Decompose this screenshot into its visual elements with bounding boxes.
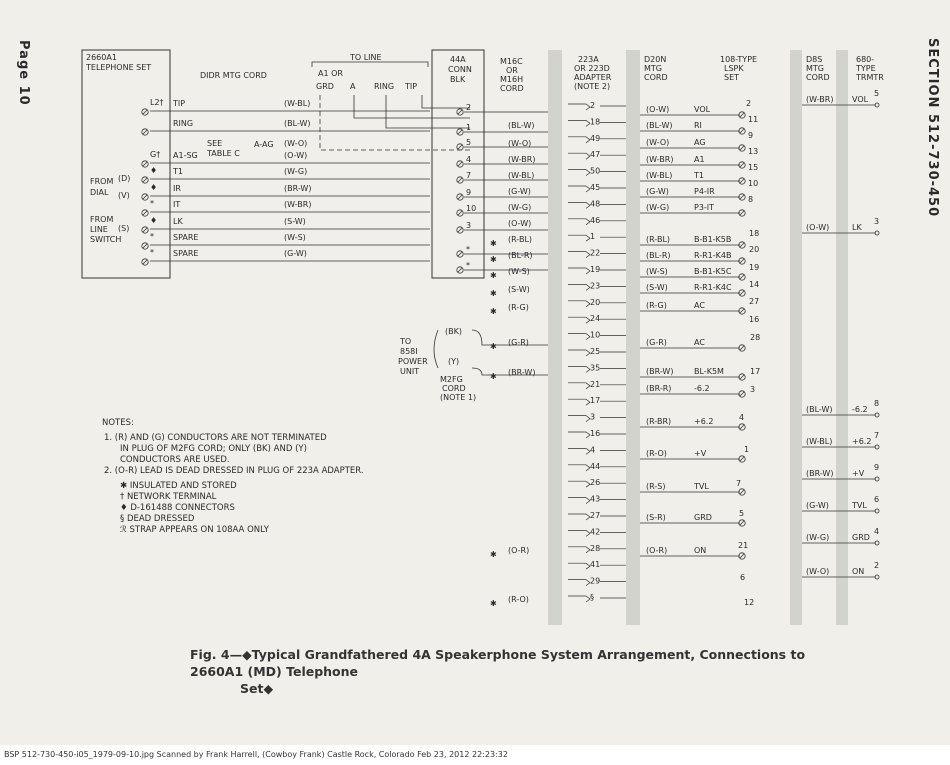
legend-strap: ℛ STRAP APPEARS ON 108AA ONLY	[120, 525, 269, 535]
d20n-color-code: (G-R)	[646, 338, 667, 347]
adapter-header-2: OR 223D	[574, 64, 610, 73]
speaker-set-terminal-number: 18	[749, 229, 760, 238]
set-terminal-name: TIP	[173, 99, 186, 108]
speaker-set-terminal-name: GRD	[694, 513, 712, 522]
adapter-pin-number: 16	[590, 429, 601, 438]
page-number-label: Page 10	[16, 40, 31, 106]
adapter-pin-number: 45	[590, 183, 601, 192]
speaker-set-terminal-number: 14	[749, 280, 760, 289]
speaker-set-terminal-name: +V	[694, 449, 707, 458]
connector-pin-number: 5	[466, 138, 472, 147]
speaker-set-terminal-number: 3	[750, 385, 756, 394]
power-unit-model: 858I	[400, 347, 418, 356]
m16c-header-4: CORD	[500, 84, 524, 93]
set-terminal-mark: *	[150, 199, 154, 208]
set-terminal-name: RING	[173, 119, 194, 128]
speaker-set-terminal-name: A1	[694, 155, 705, 164]
v-label: (V)	[118, 191, 130, 200]
a1or-header: A1 OR	[318, 69, 343, 78]
d20n-header-2: MTG	[644, 64, 662, 73]
stored-mark: ✱	[490, 307, 497, 316]
adapter-pin-number: 17	[590, 396, 601, 406]
power-to-label: TO	[400, 337, 412, 346]
dirmtg-color-code: (W-BR)	[284, 200, 312, 209]
adapter-pin-number: 50	[590, 166, 601, 176]
connector-pin-number: 10	[466, 204, 477, 213]
section-number-label: SECTION 512-730-450	[925, 38, 940, 218]
power-cord-label-1: M2FG	[440, 375, 463, 384]
speaker-set-terminal-name: BL-K5M	[694, 367, 724, 376]
dirmtg-color-code: (W-O)	[284, 139, 308, 148]
connector-pin-number: *	[466, 245, 470, 254]
connector-pin-number: 1	[466, 123, 472, 132]
m16c-header-1: M16C	[500, 57, 523, 66]
set-terminal-mark: ♦	[150, 216, 158, 225]
legend-connectors: ♦ D-161488 CONNECTORS	[120, 503, 235, 513]
m16c-color-code: (R-BL)	[508, 235, 533, 244]
d8s-cable-band-left	[790, 50, 802, 625]
speaker-set-terminal-number: 6	[740, 573, 746, 582]
d8s-color-code: (W-G)	[806, 533, 830, 542]
adapter-pin-number: 19	[590, 265, 601, 274]
speaker-set-terminal-number: 8	[748, 195, 754, 204]
m16c-color-code: (G-W)	[508, 187, 531, 196]
trmtr-header-2: TYPE	[856, 64, 876, 73]
d20n-color-code: (W-BR)	[646, 155, 674, 164]
speaker-set-terminal-number: 4	[739, 413, 745, 422]
speaker-set-terminal-name: -6.2	[694, 384, 710, 393]
d20n-header-1: D20N	[644, 55, 667, 64]
speaker-set-terminal-number: 21	[738, 541, 749, 550]
speaker-set-rows	[640, 99, 760, 607]
lspk-header-3: SET	[724, 73, 740, 82]
adapter-header-4: (NOTE 2)	[574, 82, 611, 91]
speaker-set-terminal-name: R-R1-K4B	[694, 251, 732, 260]
speaker-set-terminal-number: 7	[736, 479, 742, 488]
legend-dead-dressed: § DEAD DRESSED	[120, 514, 195, 524]
transmitter-terminal-name: VOL	[852, 95, 869, 104]
d20n-cable-band	[626, 50, 640, 625]
speaker-set-terminal-number: 9	[748, 131, 754, 140]
tip-header: TIP	[405, 82, 418, 91]
speaker-set-terminal-name: AC	[694, 301, 705, 310]
connector-pin-number: *	[466, 261, 470, 270]
power-unit-label: UNIT	[400, 367, 420, 376]
stored-mark: ✱	[490, 255, 497, 264]
m16c-color-code: (W-G)	[508, 203, 532, 212]
set-terminal-mark: *	[150, 232, 154, 241]
adapter-pin-number: 20	[590, 297, 601, 307]
set-terminal-mark: ♦	[150, 166, 158, 175]
m16c-color-code: (W-O)	[508, 139, 532, 148]
m16c-color-code: (W-BL)	[508, 171, 535, 180]
connector-pin-number: 9	[466, 188, 472, 197]
stored-mark: ✱	[490, 372, 497, 381]
m16c-header-2: OR	[506, 66, 518, 75]
speaker-set-terminal-number: 13	[748, 147, 759, 156]
adapter-pin-number: 43	[590, 494, 601, 504]
speaker-set-terminal-number: 20	[749, 245, 760, 254]
note-1-line-1: 1. (R) AND (G) CONDUCTORS ARE NOT TERMINATED	[104, 433, 327, 443]
set-terminal-name: T1	[173, 167, 183, 176]
speaker-set-terminal-number: 16	[749, 315, 760, 324]
transmitter-terminal-number: 3	[874, 217, 880, 226]
set-terminal-name: IR	[173, 184, 181, 193]
adapter-pin-number: 2	[590, 101, 596, 110]
m16c-header-3: M16H	[500, 75, 524, 84]
a-header: A	[350, 82, 356, 91]
caption-line-2: Set◆	[240, 681, 274, 696]
d20n-color-code: (W-BL)	[646, 171, 673, 180]
adapter-pin-number: 42	[590, 527, 601, 537]
transmitter-terminal-number: 4	[874, 527, 880, 536]
adapter-pin-number: 49	[590, 133, 601, 143]
adapter-pin-number: 35	[590, 363, 601, 373]
adapter-cable-band	[548, 50, 562, 625]
column-headers	[85, 53, 884, 93]
adapter-pin-number: 22	[590, 248, 601, 258]
conn-header-1: 44A	[450, 55, 466, 64]
d8s-header-3: CORD	[806, 73, 830, 82]
a-ag-label: A-AG	[254, 140, 274, 149]
trmtr-header-1: 680-	[856, 55, 875, 64]
d20n-color-code: (G-W)	[646, 187, 669, 196]
figure-caption	[190, 646, 810, 697]
set-terminal-name: SPARE	[173, 233, 199, 242]
power-bk-label: (BK)	[445, 327, 462, 336]
to-line-header: TO LINE	[350, 53, 382, 62]
m16c-color-code: (O-W)	[508, 219, 532, 228]
speaker-set-terminal-name: T1	[694, 171, 704, 180]
stored-mark: ✱	[490, 271, 497, 280]
adapter-pin-number: 3	[590, 412, 596, 422]
m16c-color-code: (W-BR)	[508, 155, 536, 164]
transmitter-terminal-name: +6.2	[852, 437, 872, 446]
power-y-label: (Y)	[448, 357, 460, 366]
scan-footer: BSP 512-730-450-i05_1979-09-10.jpg Scanned by Frank Harrell, (Cowboy Frank) Castle Rock, Colorado Feb 23, 2012 22:23:32	[0, 745, 950, 765]
notes-title: NOTES:	[102, 418, 134, 428]
notes-block	[102, 418, 364, 535]
m16c-color-code: (W-S)	[508, 267, 530, 276]
speaker-set-terminal-name: VOL	[694, 105, 711, 114]
conn-header-3: BLK	[450, 75, 466, 84]
stored-mark: ✱	[490, 550, 497, 559]
transmitter-terminal-name: LK	[852, 223, 862, 232]
stored-mark: ✱	[490, 342, 497, 351]
set-terminal-mark: L2†	[150, 98, 164, 107]
transmitter-terminal-name: -6.2	[852, 405, 868, 414]
m16c-color-code: (S-W)	[508, 285, 530, 294]
adapter-pin-number: 4	[590, 445, 596, 455]
dirmtg-header: DIDR MTG CORD	[200, 71, 267, 80]
set-terminal-name: IT	[173, 200, 181, 209]
d20n-color-code: (S-R)	[646, 513, 666, 522]
set-terminal-mark: *	[150, 248, 154, 257]
speaker-set-terminal-name: AC	[694, 338, 705, 347]
d20n-color-code: (S-W)	[646, 283, 668, 292]
transmitter-terminal-number: 6	[874, 495, 880, 504]
transmitter-terminal-name: GRD	[852, 533, 870, 542]
speaker-set-terminal-number: 1	[744, 445, 750, 454]
adapter-pin-number: §	[590, 593, 594, 602]
power-cord-label-3: (NOTE 1)	[440, 393, 477, 402]
d20n-color-code: (O-W)	[646, 105, 670, 114]
connector-pin-number: 2	[466, 103, 472, 112]
caption-line-1: Fig. 4—◆Typical Grandfathered 4A Speakerphone System Arrangement, Connections to 2660A1 (MD) Telephone	[190, 647, 806, 679]
ring-header: RING	[374, 82, 395, 91]
connector-pin-number: 3	[466, 221, 472, 230]
connector-pin-number: 7	[466, 171, 472, 180]
transmitter-terminal-name: ON	[852, 567, 865, 576]
s-label: (S)	[118, 224, 130, 233]
speaker-set-terminal-name: TVL	[694, 482, 709, 491]
stored-mark: ✱	[490, 599, 497, 608]
table-c-label: TABLE C	[207, 149, 240, 158]
dirmtg-color-code: (G-W)	[284, 249, 307, 258]
dial-label: DIAL	[90, 188, 109, 197]
set-terminal-name: A1-SG	[173, 151, 198, 160]
set-terminal-rows	[142, 98, 548, 273]
adapter-pin-number: 1	[590, 232, 596, 242]
speaker-set-terminal-name: +6.2	[694, 417, 714, 426]
set-terminal-mark: G†	[150, 150, 161, 159]
d20n-color-code: (W-G)	[646, 203, 670, 212]
d20n-color-code: (BR-W)	[646, 367, 674, 376]
legend-network-terminal: † NETWORK TERMINAL	[120, 492, 217, 502]
dirmtg-color-code: (BL-W)	[284, 119, 311, 128]
adapter-pin-number: 46	[590, 215, 601, 225]
d8s-color-code: (BR-W)	[806, 469, 834, 478]
d8s-header-2: MTG	[806, 64, 824, 73]
speaker-set-terminal-number: 11	[748, 115, 759, 124]
stored-mark: ✱	[490, 289, 497, 298]
m16c-color-code: (BR-W)	[508, 368, 536, 377]
lspk-header-2: LSPK	[724, 64, 744, 73]
speaker-set-terminal-name: P4-IR	[694, 187, 715, 196]
m16c-color-code: (BL-R)	[508, 251, 533, 260]
transmitter-terminal-number: 8	[874, 399, 880, 408]
d20n-color-code: (R-S)	[646, 482, 666, 491]
transmitter-terminal-name: TVL	[852, 501, 867, 510]
dirmtg-color-code: (O-W)	[284, 151, 308, 160]
speaker-set-terminal-name: AG	[694, 138, 706, 147]
adapter-pin-number: 25	[590, 347, 601, 356]
set-header-2: TELEPHONE SET	[86, 63, 152, 72]
m16c-color-code: (R-G)	[508, 303, 529, 312]
d-label: (D)	[118, 174, 131, 183]
d8s-color-code: (O-W)	[806, 223, 830, 232]
speaker-set-terminal-name: P3-IT	[694, 203, 715, 212]
transmitter-terminal-number: 7	[874, 431, 880, 440]
stored-mark: ✱	[490, 239, 497, 248]
dirmtg-color-code: (S-W)	[284, 217, 306, 226]
speaker-set-terminal-name: B-B1-K5C	[694, 267, 732, 276]
speaker-set-terminal-number: 15	[748, 163, 759, 172]
d20n-color-code: (BR-R)	[646, 384, 672, 393]
power-label: POWER	[398, 357, 428, 366]
speaker-set-terminal-number: 28	[750, 333, 761, 342]
adapter-pin-number: 26	[590, 478, 601, 488]
set-terminal-name: LK	[173, 217, 183, 226]
adapter-pin-number: 44	[590, 461, 601, 471]
d8s-color-code: (G-W)	[806, 501, 829, 510]
speaker-set-terminal-name: R-R1-K4C	[694, 283, 732, 292]
set-header: 2660A1	[86, 53, 117, 62]
m16c-color-code: (O-R)	[508, 546, 530, 555]
d20n-color-code: (BL-W)	[646, 121, 673, 130]
d20n-header-3: CORD	[644, 73, 668, 82]
transmitter-terminal-number: 9	[874, 463, 880, 472]
legend-insulated: ✱ INSULATED AND STORED	[120, 481, 237, 491]
d8s-color-code: (W-BR)	[806, 95, 834, 104]
note-1-line-3: CONDUCTORS ARE USED.	[120, 455, 230, 465]
power-cord-label-2: CORD	[442, 384, 466, 393]
speaker-set-terminal-name: B-B1-K5B	[694, 235, 732, 244]
conn-header-2: CONN	[448, 65, 472, 74]
line-label: LINE	[90, 225, 108, 234]
d20n-color-code: (R-BR)	[646, 417, 672, 426]
speaker-set-terminal-number: 17	[750, 367, 761, 376]
d8s-color-code: (BL-W)	[806, 405, 833, 414]
adapter-pin-number: 41	[590, 560, 601, 570]
from-dial-label: FROM	[90, 177, 114, 186]
d8s-color-code: (W-BL)	[806, 437, 833, 446]
adapter-pin-number: 48	[590, 199, 601, 209]
dirmtg-color-code: (W-G)	[284, 167, 308, 176]
m16c-color-code: (R-O)	[508, 595, 529, 604]
note-1-line-2: IN PLUG OF M2FG CORD; ONLY (BK) AND (Y)	[120, 444, 307, 454]
speaker-set-terminal-number: 27	[749, 297, 760, 306]
speaker-set-terminal-number: 5	[739, 509, 745, 518]
d20n-color-code: (W-S)	[646, 267, 668, 276]
note-2: 2. (O-R) LEAD IS DEAD DRESSED IN PLUG OF 223A ADAPTER.	[104, 466, 364, 476]
speaker-set-terminal-number: 12	[744, 598, 755, 607]
speaker-set-terminal-name: ON	[694, 546, 707, 555]
adapter-pin-number: 24	[590, 314, 601, 324]
speaker-set-terminal-number: 2	[746, 99, 752, 108]
speaker-set-terminal-number: 19	[749, 263, 760, 272]
adapter-pin-number: 10	[590, 330, 601, 340]
d8s-cable-band-right	[836, 50, 848, 625]
trmtr-header-3: TRMTR	[856, 73, 884, 82]
adapter-pin-number: 21	[590, 379, 601, 389]
d8s-color-code: (W-O)	[806, 567, 830, 576]
speaker-set-terminal-number: 10	[748, 179, 759, 188]
m16c-color-code: (G-R)	[508, 338, 529, 347]
dirmtg-color-code: (BR-W)	[284, 184, 312, 193]
set-terminal-name: SPARE	[173, 249, 199, 258]
see-label: SEE	[207, 139, 223, 148]
adapter-pin-number: 18	[590, 117, 601, 127]
transmitter-terminal-name: +V	[852, 469, 865, 478]
dirmtg-color-code: (W-S)	[284, 233, 306, 242]
from-line-label: FROM	[90, 215, 114, 224]
adapter-pin-number: 47	[590, 150, 601, 160]
adapter-pin-number: 27	[590, 511, 601, 520]
adapter-pin-number: 28	[590, 543, 601, 553]
d20n-color-code: (R-O)	[646, 449, 667, 458]
dirmtg-color-code: (W-BL)	[284, 99, 311, 108]
adapter-pin-number: 23	[590, 281, 601, 291]
d8s-header-1: D8S	[806, 55, 823, 64]
d20n-color-code: (W-O)	[646, 138, 670, 147]
speaker-set-terminal-name: RI	[694, 121, 702, 130]
d20n-color-code: (R-G)	[646, 301, 667, 310]
grd-header: GRD	[316, 82, 334, 91]
connector-pin-number: 4	[466, 155, 472, 164]
adapter-header-3: ADAPTER	[574, 73, 612, 82]
transmitter-terminal-number: 2	[874, 561, 880, 570]
switch-label: SWITCH	[90, 235, 122, 244]
lspk-header-1: 108-TYPE	[720, 55, 758, 64]
adapter-header-1: 223A	[578, 55, 599, 64]
transmitter-terminal-number: 5	[874, 89, 880, 98]
d20n-color-code: (R-BL)	[646, 235, 671, 244]
adapter-pin-number: 29	[590, 576, 601, 586]
d20n-color-code: (O-R)	[646, 546, 668, 555]
d20n-color-code: (BL-R)	[646, 251, 671, 260]
m16c-color-code: (BL-W)	[508, 121, 535, 130]
set-terminal-mark: ♦	[150, 183, 158, 192]
